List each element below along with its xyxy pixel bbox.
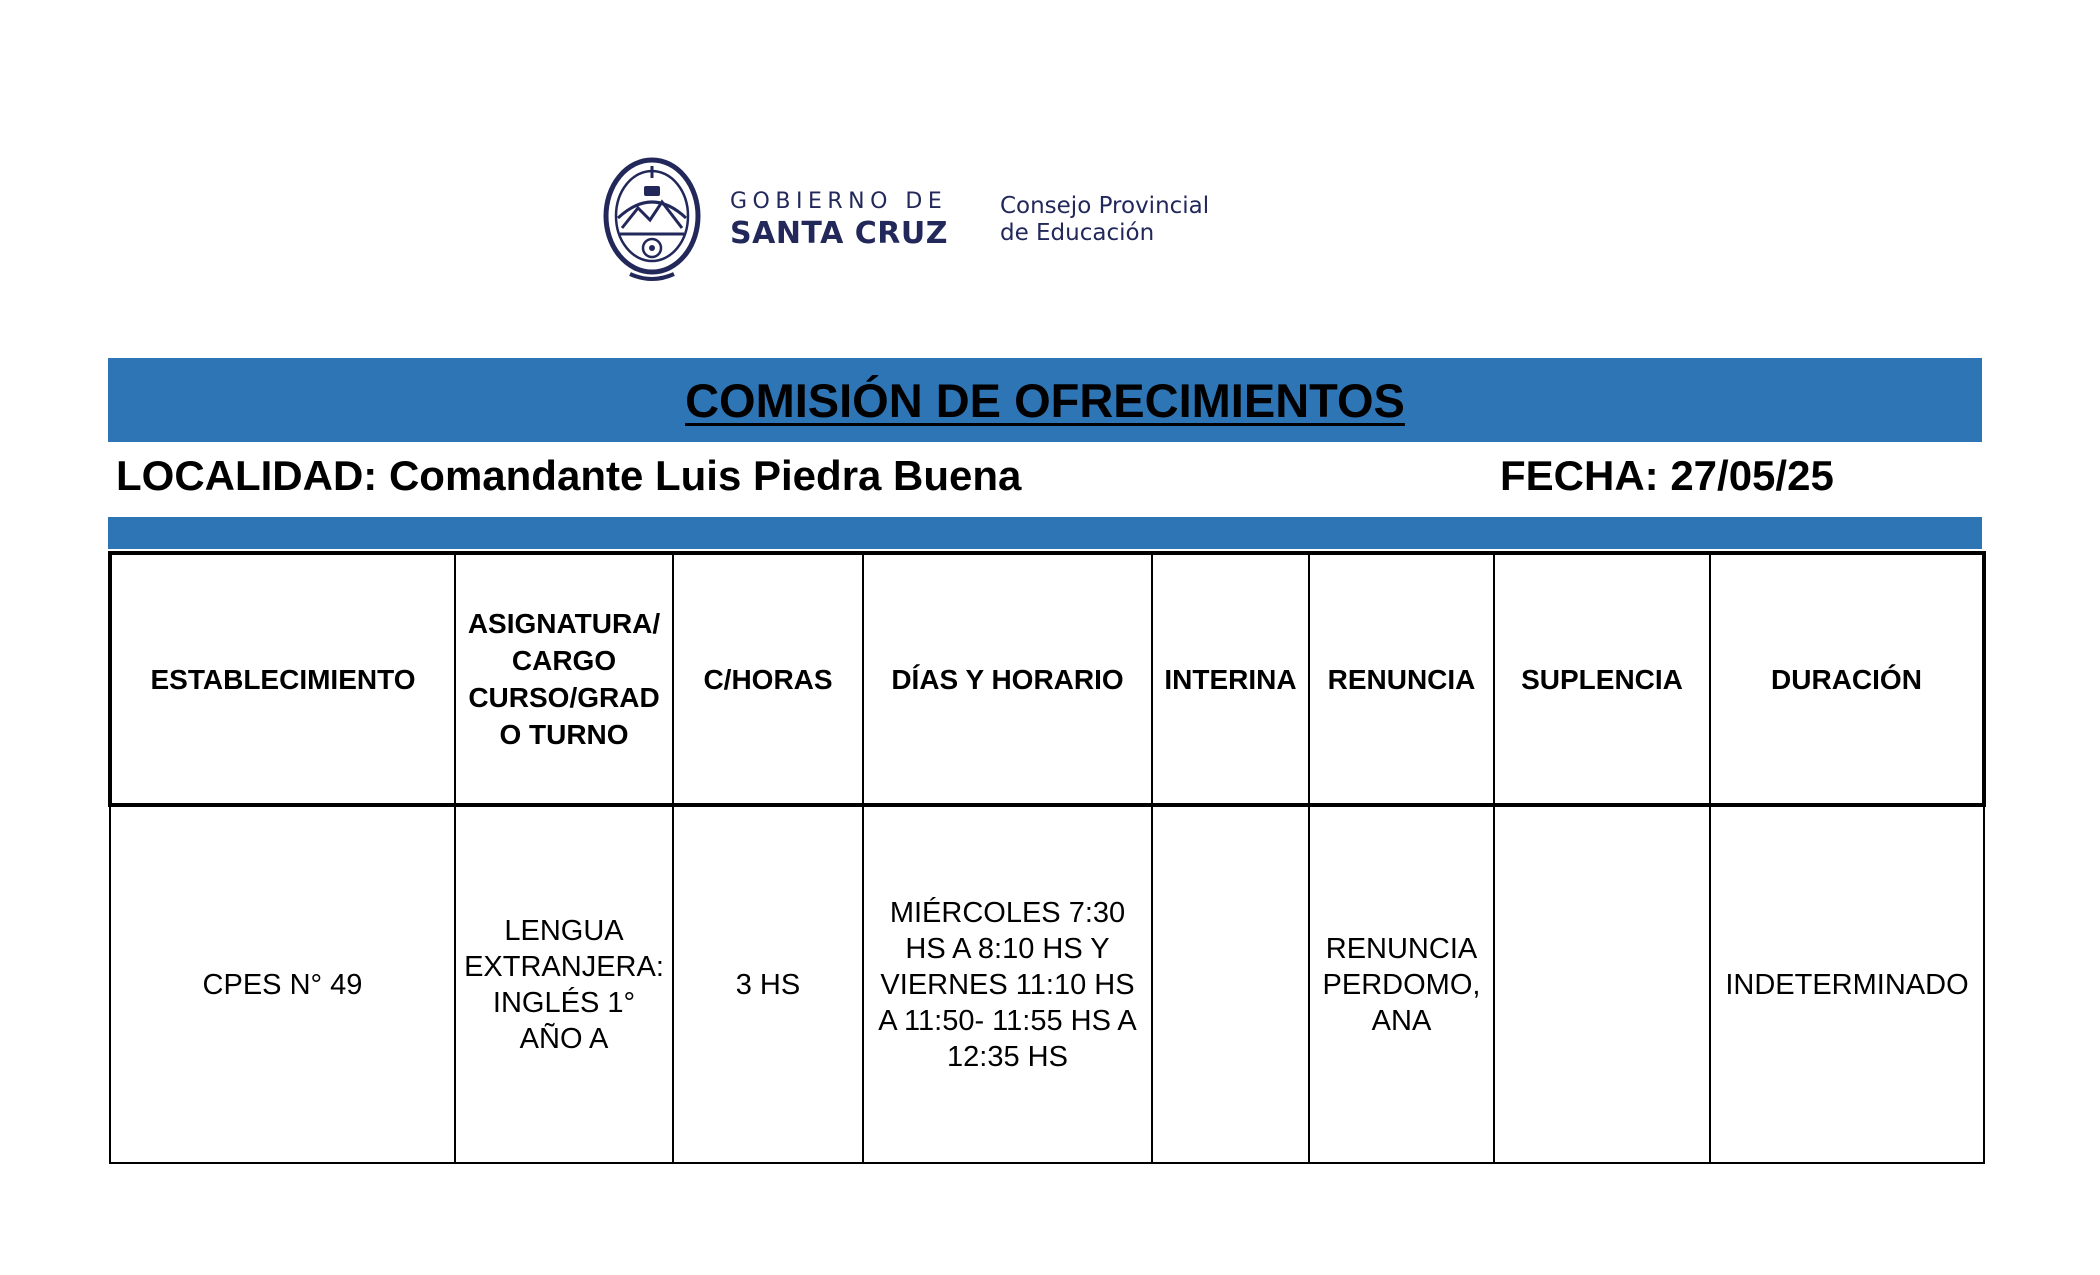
cell-horas: 3 HS [673,805,863,1163]
header-logo [600,155,1209,285]
column-header: ASIGNATURA/ CARGO CURSO/GRAD O TURNO [455,553,673,805]
provincial-seal-icon [600,156,704,284]
column-header: RENUNCIA [1309,553,1494,805]
date-label: FECHA: 27/05/25 [1500,452,1834,499]
cell-interina [1152,805,1309,1163]
gov-line2: SANTA CRUZ [730,216,948,251]
cell-asignatura: LENGUA EXTRANJERA: INGLÉS 1° AÑO A [455,805,673,1163]
column-header: DURACIÓN [1710,553,1984,805]
cell-renuncia: RENUNCIA PERDOMO, ANA [1309,805,1494,1163]
table-header-row [110,553,1984,805]
table-row [110,805,1984,1163]
page-title: COMISIÓN DE OFRECIMIENTOS [685,373,1405,427]
separator-band [108,517,1982,549]
column-header: ESTABLECIMIENTO [110,553,455,805]
council-line1: Consejo Provincial [999,193,1210,219]
column-header: DÍAS Y HORARIO [863,553,1152,805]
council-line2: de Educación [999,220,1155,246]
column-header: INTERINA [1152,553,1309,805]
gov-line1: GOBIERNO DE [730,189,948,214]
locality-label: LOCALIDAD: Comandante Luis Piedra Buena [116,452,1022,499]
cell-suplencia [1494,805,1710,1163]
cell-duracion: INDETERMINADO [1710,805,1984,1163]
offers-table [108,551,1986,1164]
council-name [1000,193,1209,247]
cell-horario: MIÉRCOLES 7:30 HS A 8:10 HS Y VIERNES 11:10 HS A 11:50- 11:55 HS A 12:35 HS [863,805,1152,1163]
cell-establecimiento: CPES N° 49 [110,805,455,1163]
column-header: C/HORAS [673,553,863,805]
title-band [108,358,1982,442]
column-header: SUPLENCIA [1494,553,1710,805]
government-name [730,189,948,251]
